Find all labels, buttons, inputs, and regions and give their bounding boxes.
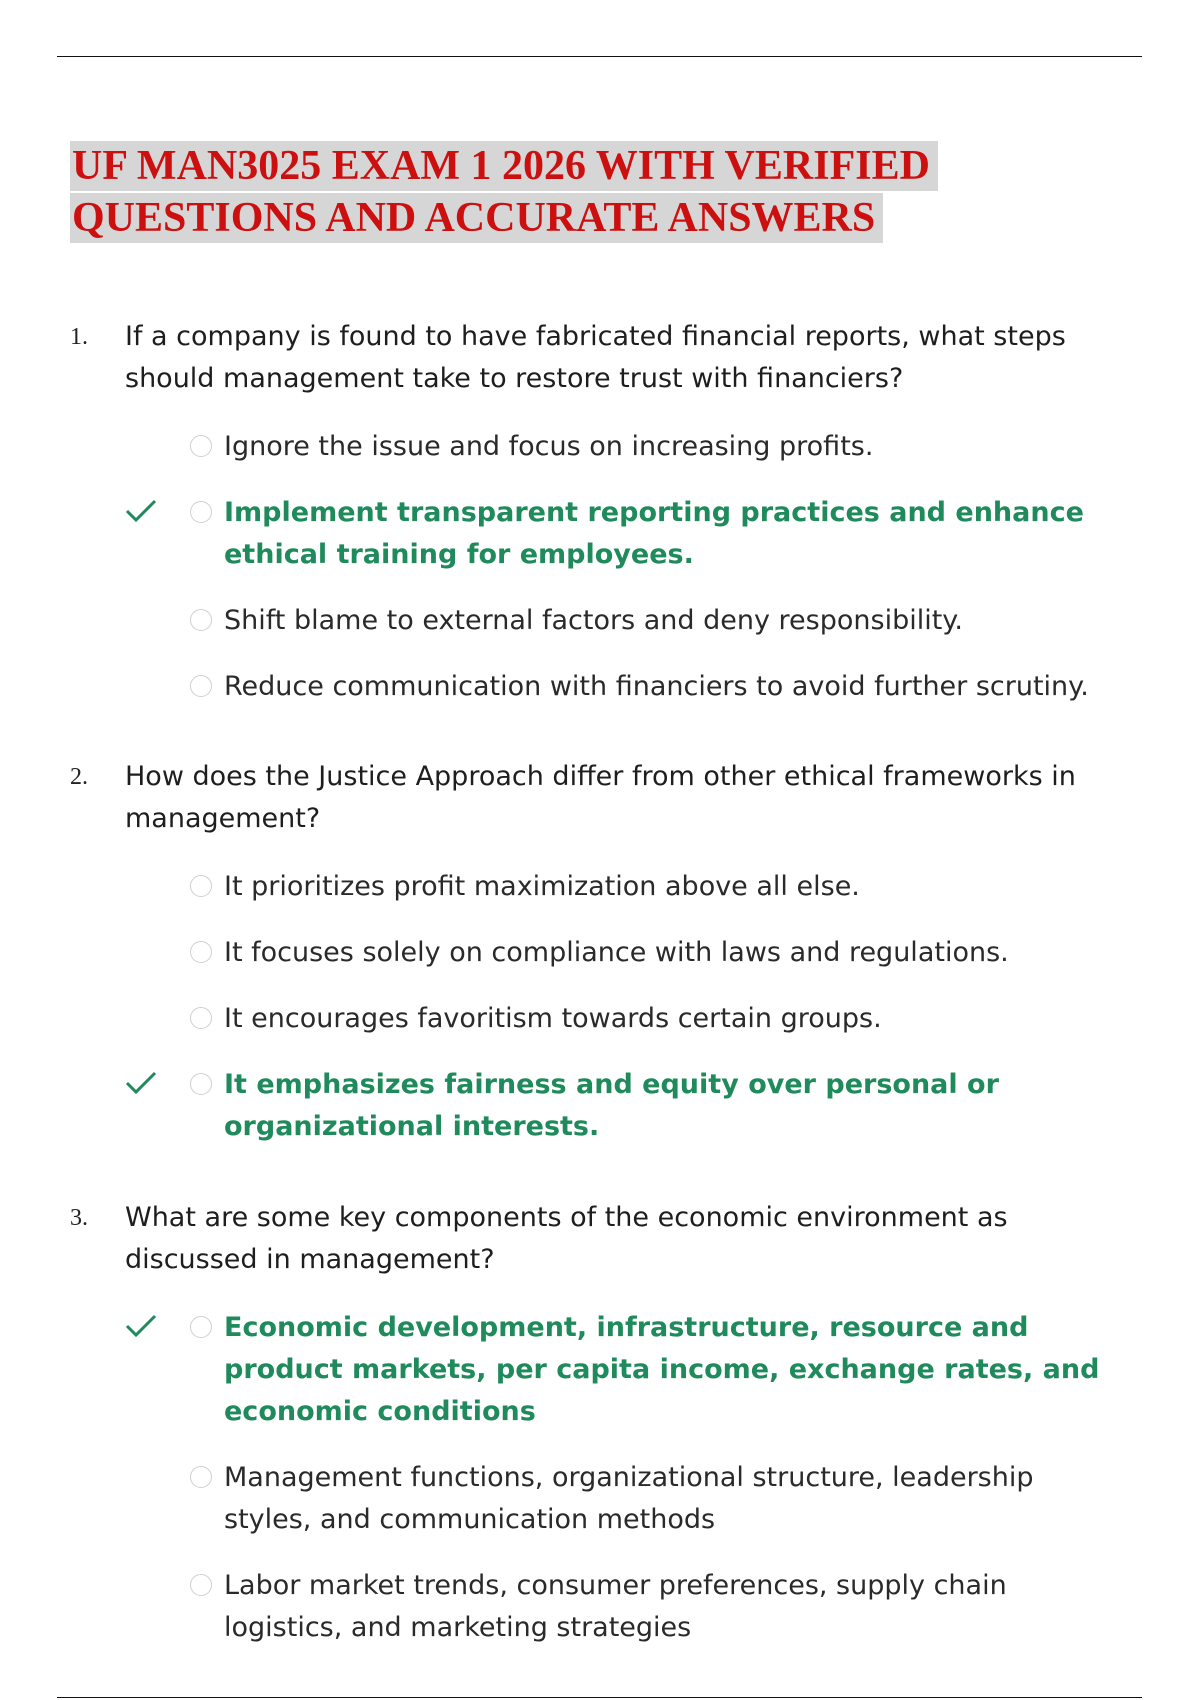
answer-option[interactable] [70,600,1130,642]
radio-button[interactable] [190,941,212,963]
top-divider [57,56,1142,57]
radio-button[interactable] [190,1316,212,1338]
answer-option[interactable] [70,426,1130,468]
answer-option[interactable] [70,998,1130,1040]
checkmark-icon [125,498,157,524]
answer-option-correct[interactable] [70,1307,1130,1433]
radio-button[interactable] [190,1466,212,1488]
answer-option-label: It emphasizes fairness and equity over personal or organizational interests. [224,1069,999,1142]
answer-option-label: Labor market trends, consumer preferences, supply chain logistics, and marketing strategies [224,1570,1007,1643]
question-3 [70,1197,1130,1673]
radio-button[interactable] [190,501,212,523]
checkmark-icon [125,1313,157,1339]
radio-button[interactable] [190,875,212,897]
answer-option-label: It focuses solely on compliance with laws and regulations. [224,937,1009,968]
radio-button[interactable] [190,1574,212,1596]
answer-options [70,866,1130,1148]
question-number: 1. [70,324,88,350]
answer-option-label: Implement transparent reporting practices and enhance ethical training for employees. [224,497,1084,570]
question-1 [70,316,1130,732]
answer-option[interactable] [70,932,1130,974]
question-text: What are some key components of the economic environment as discussed in management? [125,1202,1008,1275]
answer-option-correct[interactable] [70,1064,1130,1148]
radio-button[interactable] [190,1007,212,1029]
answer-option[interactable] [70,866,1130,908]
question-number: 3. [70,1205,88,1231]
document-title [70,140,1070,244]
question-number: 2. [70,764,88,790]
radio-button[interactable] [190,435,212,457]
answer-option-label: Ignore the issue and focus on increasing profits. [224,431,874,462]
radio-button[interactable] [190,675,212,697]
answer-options [70,1307,1130,1649]
radio-button[interactable] [190,1073,212,1095]
answer-option-label: Reduce communication with financiers to avoid further scrutiny. [224,671,1089,702]
answer-option[interactable] [70,1457,1130,1541]
question-text: How does the Justice Approach differ from other ethical frameworks in management? [125,761,1076,834]
question-2 [70,756,1130,1172]
title-line-1: UF MAN3025 EXAM 1 2026 WITH VERIFIED [70,141,938,191]
answer-option-label: It encourages favoritism towards certain groups. [224,1003,882,1034]
radio-button[interactable] [190,609,212,631]
question-text: If a company is found to have fabricated financial reports, what steps should management take to restore trust with financiers? [125,321,1066,394]
checkmark-icon [125,1070,157,1096]
title-line-2: QUESTIONS AND ACCURATE ANSWERS [70,193,883,243]
answer-option-label: Shift blame to external factors and deny responsibility. [224,605,964,636]
answer-option[interactable] [70,666,1130,708]
bottom-divider [57,1697,1142,1698]
answer-option-label: It prioritizes profit maximization above all else. [224,871,860,902]
answer-options [70,426,1130,708]
answer-option-label: Economic development, infrastructure, resource and product markets, per capita income, exchange rates, and economic conditions [224,1312,1100,1427]
answer-option[interactable] [70,1565,1130,1649]
answer-option-correct[interactable] [70,492,1130,576]
answer-option-label: Management functions, organizational structure, leadership styles, and communication methods [224,1462,1034,1535]
